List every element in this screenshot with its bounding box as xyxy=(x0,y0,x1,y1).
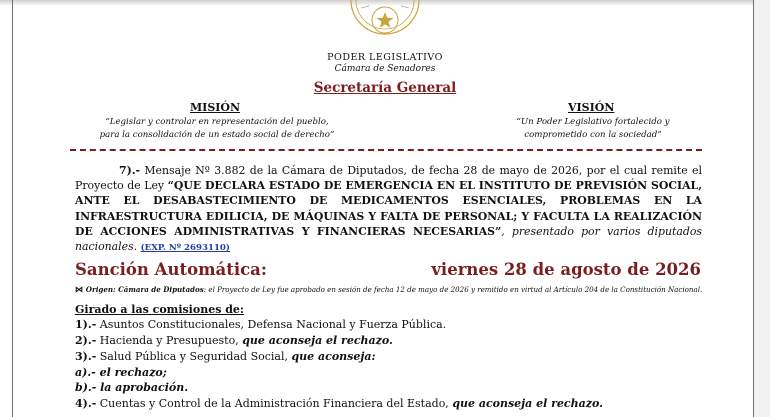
commission-item xyxy=(75,350,376,363)
commission-advice: la aprobación. xyxy=(96,381,189,394)
origen-label: Origen: Cámara de Diputados xyxy=(85,285,204,294)
commission-sub-number: a).- xyxy=(75,366,96,379)
origen-text: : el Proyecto de Ley fue aprobado en sesión de fecha 12 de mayo de 2026 y remitido en virtud al Artículo 204 de la Constitución Nacional. xyxy=(203,285,703,294)
mision-line-1: “Legislar y controlar en representación del pueblo, xyxy=(105,117,329,127)
sancion-date: viernes 28 de agosto de 2026 xyxy=(431,260,701,279)
org-name: PODER LEGISLATIVO xyxy=(327,52,443,63)
commission-sub-number: b).- xyxy=(75,381,97,394)
exp-link[interactable]: (EXP. Nº 2693110) xyxy=(140,243,230,254)
commission-name: Asuntos Constitucionales, Defensa Nacional y Fuerza Pública. xyxy=(96,318,447,331)
origen-mark-icon: ⋈ xyxy=(75,284,86,294)
commission-subitem xyxy=(75,381,188,394)
commission-subitem xyxy=(75,366,167,379)
item-presented: , presentado por varios diputados nacionales. xyxy=(75,224,702,254)
item-number: 7).- xyxy=(119,164,141,177)
commission-advice: que aconseja el rechazo. xyxy=(452,397,603,410)
commission-number: 2).- xyxy=(75,334,97,347)
commission-advice: que aconseja el rechazo. xyxy=(242,334,393,347)
item-intro: Mensaje Nº 3.882 de la Cámara de Diputados, de fecha 28 de mayo de 2026, por el cual remite el Proyecto de Ley xyxy=(75,164,702,193)
chamber-name: Cámara de Senadores xyxy=(334,64,436,74)
commission-item xyxy=(75,318,446,331)
sancion-label: Sanción Automática: xyxy=(75,260,267,279)
commission-number: 4).- xyxy=(75,397,97,410)
origen-note xyxy=(75,284,705,294)
mision-line-2: para la consolidación de un estado social de derecho” xyxy=(99,130,335,140)
commission-number: 1).- xyxy=(75,318,97,331)
mision-text xyxy=(82,116,352,142)
commission-name: Hacienda y Presupuesto, xyxy=(96,334,243,347)
agenda-item xyxy=(75,163,702,256)
commission-advice: que aconseja: xyxy=(291,350,376,363)
commission-item xyxy=(75,334,393,347)
commission-name: Salud Pública y Seguridad Social, xyxy=(96,350,292,363)
commission-name: Cuentas y Control de la Administración Financiera del Estado, xyxy=(96,397,453,410)
commission-item xyxy=(75,397,603,410)
vision-line-1: “Un Poder Legislativo fortalecido y xyxy=(516,117,670,127)
secretaria-heading: Secretaría General xyxy=(313,80,457,96)
section-divider xyxy=(70,149,702,151)
girado-heading: Girado a las comisiones de: xyxy=(75,303,244,316)
vision-title: VISIÓN xyxy=(568,101,615,114)
commission-number: 3).- xyxy=(75,350,97,363)
commission-advice: el rechazo; xyxy=(95,366,167,379)
vision-text xyxy=(488,116,698,142)
mision-title: MISIÓN xyxy=(190,101,241,114)
item-title: “QUE DECLARA ESTADO DE EMERGENCIA EN EL INSTITUTO DE PREVISIÓN SOCIAL, ANTE EL DESABASTECIMIENTO DE MEDICAMENTOS ESENCIALES, PROBLEMAS EN LA INFRAESTRUCTURA EDILICIA, DE MÁQUINAS Y FALTA DE PERSONAL; Y FACULTA LA REALIZACIÓN DE ACCIONES ADMINISTRATIVAS Y FINANCIERAS NECESARIAS” xyxy=(75,179,702,238)
vision-line-2: comprometido con la sociedad” xyxy=(524,130,662,140)
seal-emblem xyxy=(347,0,423,44)
